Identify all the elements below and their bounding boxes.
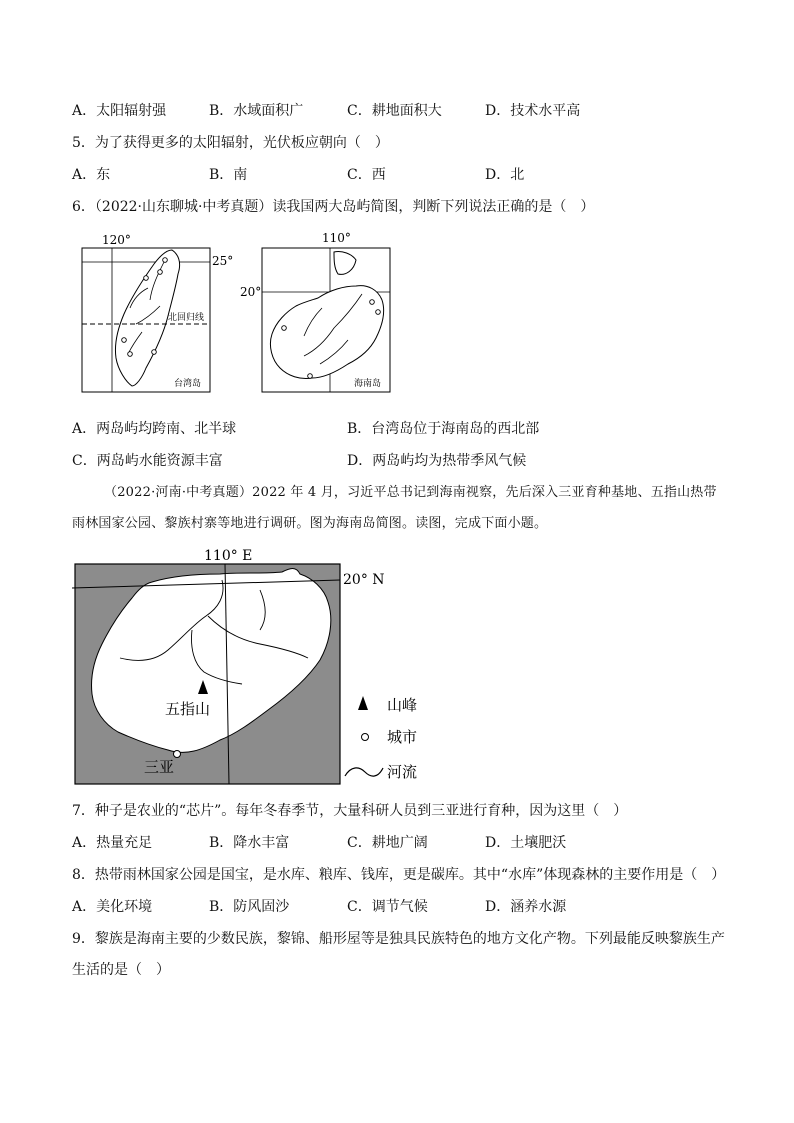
big-map-lon-label: 110° E (204, 548, 253, 564)
legend-city-label: 城市 (387, 728, 418, 746)
q5-option-b: B．南 (209, 167, 248, 183)
q5-stem: 5．为了获得更多的太阳辐射，光伏板应朝向（ ） (72, 135, 389, 151)
q6-option-b: B．台湾岛位于海南岛的西北部 (347, 421, 540, 437)
q6-stem: 6．（2022·山东聊城·中考真题）读我国两大岛屿简图，判断下列说法正确的是（ ） (72, 199, 595, 215)
hainan-name: 海南岛 (354, 379, 382, 389)
hainan-big-map (72, 544, 432, 788)
q8-option-a: A．美化环境 (72, 899, 153, 915)
legend-peak-label: 山峰 (387, 696, 418, 714)
mountain-label: 五指山 (165, 700, 211, 718)
hainan-lat-label: 20° (240, 285, 262, 299)
q8-option-b: B．防风固沙 (209, 899, 290, 915)
q6-option-d: D．两岛屿均为热带季风气候 (347, 453, 527, 469)
q4-option-c: C．耕地面积大 (347, 103, 442, 119)
hainan-map (240, 231, 390, 392)
city-label: 三亚 (144, 758, 175, 776)
taiwan-name: 台湾岛 (174, 379, 202, 389)
legend-peak-icon (358, 696, 368, 710)
taiwan-map (82, 233, 233, 392)
q7-option-c: C．耕地广阔 (347, 835, 428, 851)
q6-option-c: C．两岛屿水能资源丰富 (72, 453, 223, 469)
q4-option-b: B．水域面积广 (209, 103, 304, 119)
taiwan-lon-label: 120° (102, 233, 131, 247)
q5-option-d: D．北 (485, 167, 525, 183)
taiwan-lat-label: 25° (212, 254, 234, 268)
legend-river-label: 河流 (387, 763, 418, 781)
tropic-label: 北回归线 (168, 313, 205, 323)
q6-option-a: A．两岛屿均跨南、北半球 (72, 421, 237, 437)
q8-option-c: C．调节气候 (347, 899, 428, 915)
big-map-lat-label: 20° N (343, 572, 385, 588)
q9-stem-line-1: 9．黎族是海南主要的少数民族，黎锦、船形屋等是独具民族特色的地方文化产物。下列最能反映黎族生产 (72, 931, 725, 947)
map-legend (345, 696, 417, 781)
q7-option-a: A．热量充足 (72, 835, 153, 851)
q7-stem: 7．种子是农业的“芯片”。每年冬春季节，大量科研人员到三亚进行育种，因为这里（ ） (72, 803, 628, 819)
legend-river-icon (345, 768, 383, 776)
q7-option-d: D．土壤肥沃 (485, 835, 567, 851)
q4-option-a: A．太阳辐射强 (72, 103, 167, 119)
q8-option-d: D．涵养水源 (485, 899, 567, 915)
q8-stem: 8．热带雨林国家公园是国宝，是水库、粮库、钱库，更是碳库。其中“水库”体现森林的主要作用是（ ） (72, 867, 726, 883)
q4-option-d: D．技术水平高 (485, 103, 581, 119)
intro-line-2: 雨林国家公园、黎族村寨等地进行调研。图为海南岛简图。读图，完成下面小题。 (72, 516, 548, 531)
hainan-lon-label: 110° (322, 231, 351, 245)
q7-option-b: B．降水丰富 (209, 835, 290, 851)
two-islands-figure (72, 228, 402, 396)
q5-option-a: A．东 (72, 167, 111, 183)
intro-line-1: （2022·河南·中考真题）2022 年 4 月，习近平总书记到海南视察，先后深入三亚育种基地、五指山热带 (104, 485, 717, 500)
legend-city-icon (362, 734, 369, 741)
city-icon (174, 751, 181, 758)
q9-stem-line-2: 生活的是（ ） (72, 962, 170, 978)
q5-option-c: C．西 (347, 167, 386, 183)
